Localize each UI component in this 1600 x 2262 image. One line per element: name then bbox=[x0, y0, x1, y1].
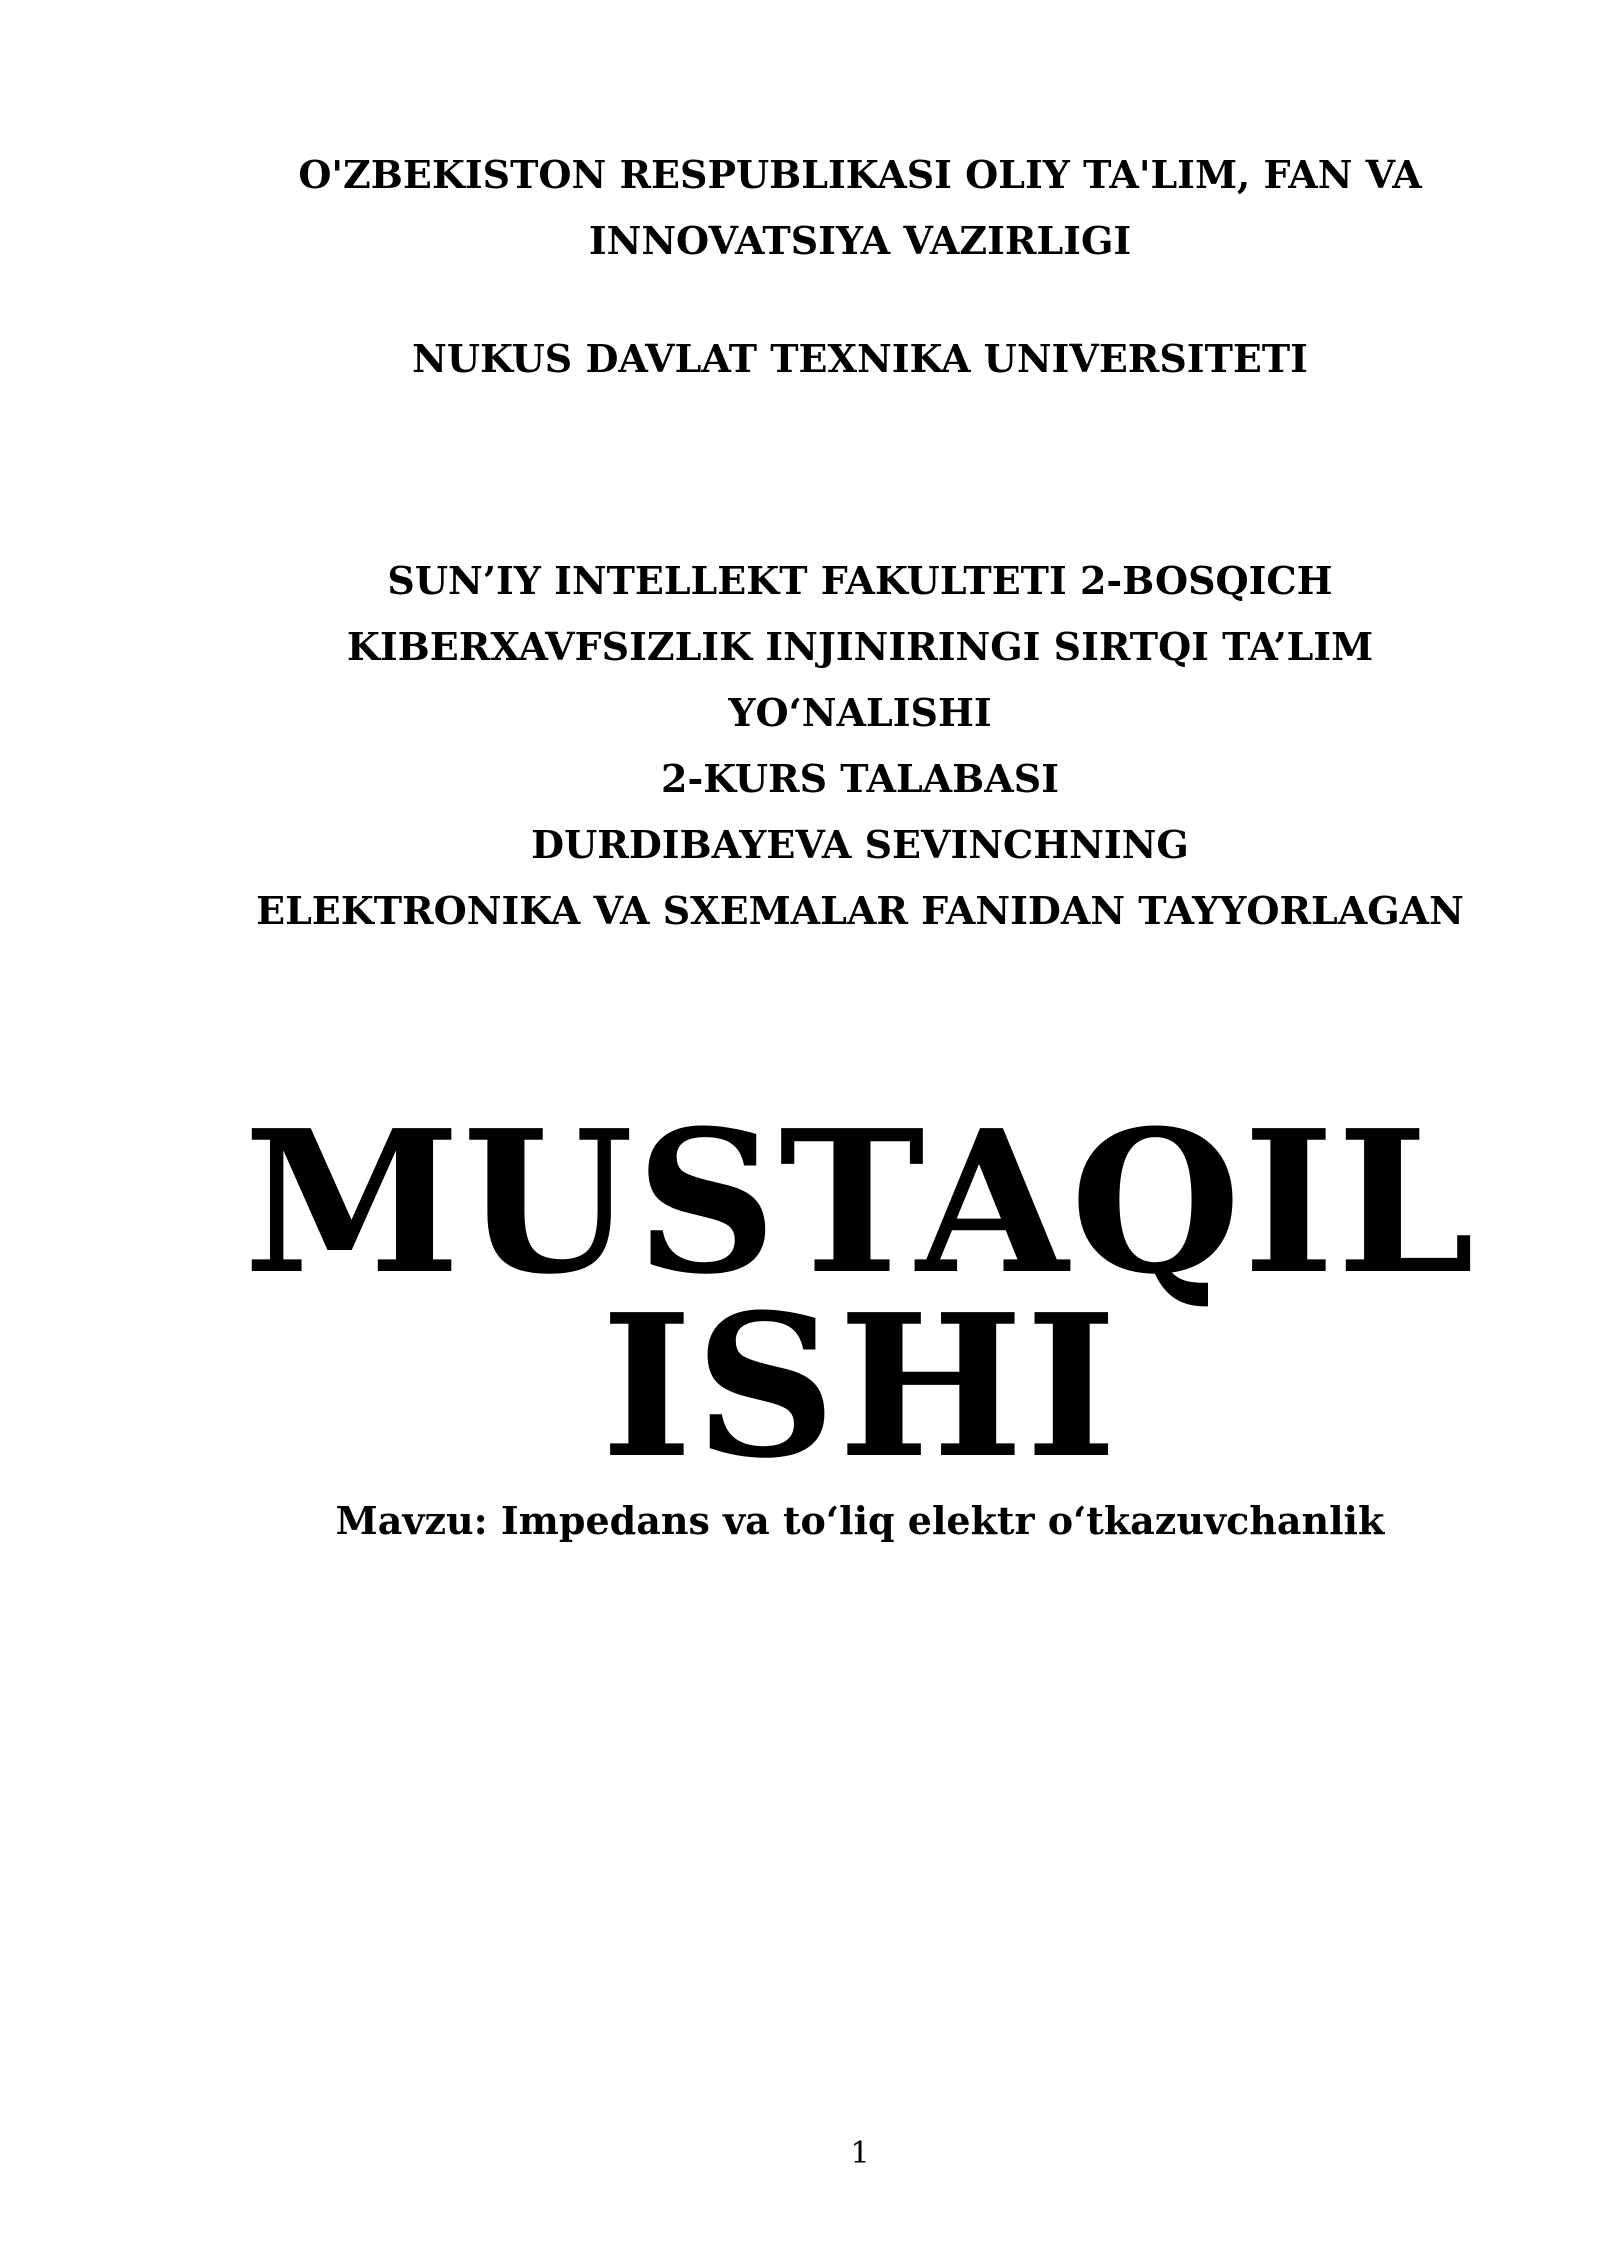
page-number: 1 bbox=[850, 2136, 870, 2171]
subject-line: ELEKTRONIKA VA SXEMALAR FANIDAN TAYYORLAGAN bbox=[256, 888, 1464, 933]
ministry-line-1: O'ZBEKISTON RESPUBLIKASI OLIY TA'LIM, FAN VA bbox=[298, 152, 1422, 197]
university-name: NUKUS DAVLAT TEXNIKA UNIVERSITETI bbox=[412, 336, 1308, 381]
faculty-line: SUN’IY INTELLEKT FAKULTETI 2-BOSQICH bbox=[387, 558, 1333, 603]
title-line-2: ISHI bbox=[600, 1272, 1120, 1502]
ministry-line-2: INNOVATSIYA VAZIRLIGI bbox=[588, 218, 1132, 263]
topic-line: Mavzu: Impedans va to‘liq elektr o‘tkazuvchanlik bbox=[335, 1498, 1385, 1543]
title-line-1: MUSTAQIL bbox=[243, 1088, 1477, 1318]
course-line: 2-KURS TALABASI bbox=[661, 756, 1059, 801]
direction-line: YO‘NALISHI bbox=[728, 690, 992, 735]
student-name: DURDIBAYEVA SEVINCHNING bbox=[531, 822, 1189, 867]
program-line: KIBERXAVFSIZLIK INJINIRINGI SIRTQI TA’LIM bbox=[346, 624, 1374, 669]
